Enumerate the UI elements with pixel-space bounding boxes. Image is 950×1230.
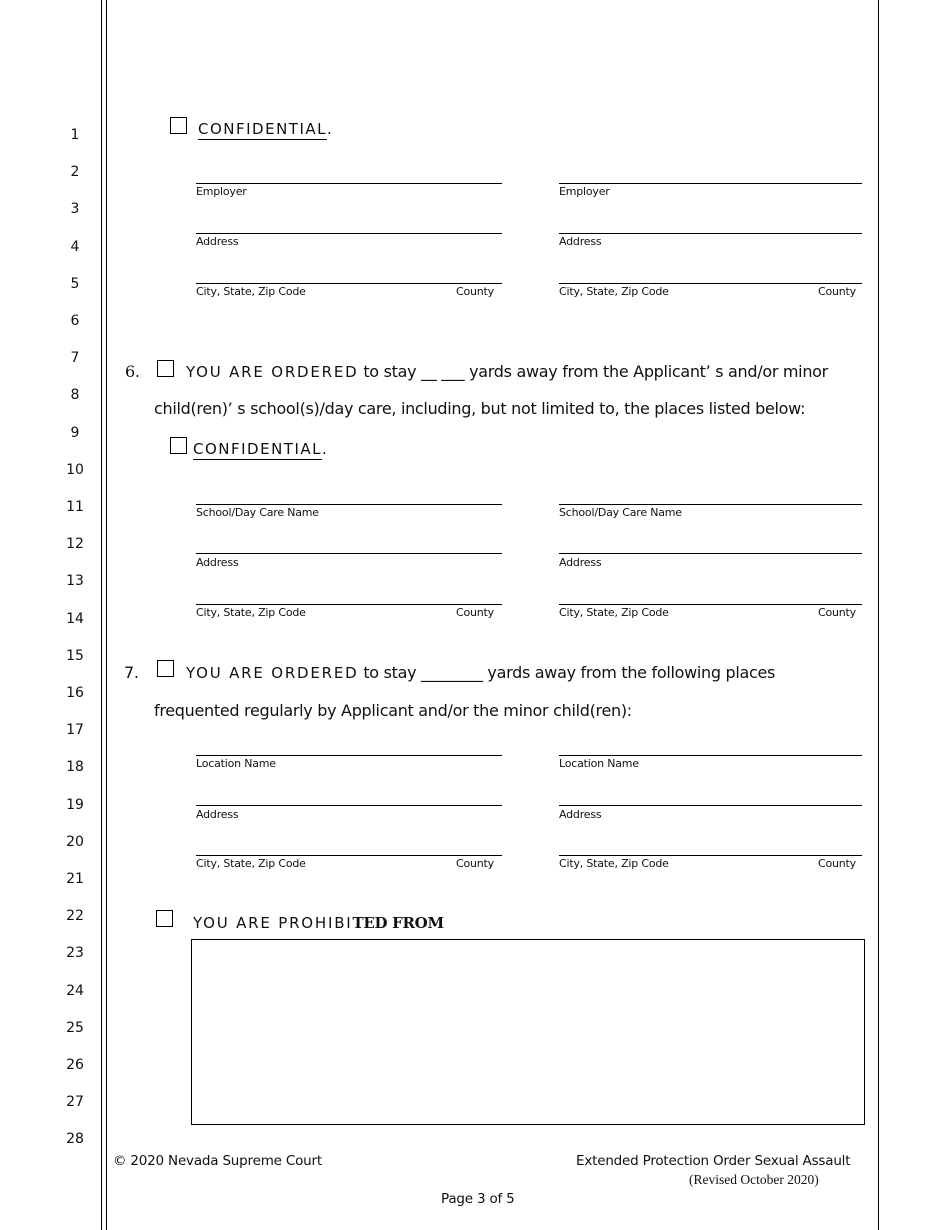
employer-left-county-label: County: [456, 285, 494, 298]
line-number: 23: [66, 945, 84, 962]
line-number: 7: [70, 350, 80, 367]
line-number: 16: [66, 685, 84, 701]
location-left-name-line[interactable]: [196, 755, 502, 756]
school-left-name-line[interactable]: [196, 504, 502, 505]
line-number: 17: [66, 722, 84, 739]
location-left-name-label: Location Name: [196, 757, 276, 770]
line-number: 13: [66, 573, 84, 590]
left-margin-rule-outer: [101, 0, 102, 1230]
school-right-address-label: Address: [559, 556, 602, 569]
line-number: 3: [70, 201, 80, 218]
item6-line2: child(ren)’ s school(s)/day care, including, but not limited to, the places listed below:: [154, 399, 806, 418]
location-right-address-line[interactable]: [559, 805, 862, 806]
line-number: 21: [66, 871, 84, 887]
school-left-address-line[interactable]: [196, 553, 502, 554]
item6-ordered-caps: YOU ARE ORDERED: [186, 363, 359, 381]
prohibited-caps: YOU ARE PROHIBI: [193, 914, 353, 932]
line-number: 5: [70, 275, 80, 292]
line-number: 1: [70, 127, 80, 143]
footer-form-title: Extended Protection Order Sexual Assault: [576, 1153, 851, 1169]
school-right-city-line[interactable]: [559, 604, 862, 605]
employer-left-name-line[interactable]: [196, 183, 502, 184]
left-margin-rule-inner: [106, 0, 107, 1230]
line-number: 18: [66, 759, 84, 776]
footer-page-number: Page 3 of 5: [441, 1191, 515, 1207]
location-right-city-label: City, State, Zip Code: [559, 857, 669, 870]
prohibited-bold: TED FROM: [352, 914, 444, 932]
item6-number: 6.: [125, 362, 140, 381]
school-left-city-label: City, State, Zip Code: [196, 606, 306, 619]
confidential-checkbox-school[interactable]: [170, 437, 187, 454]
location-left-city-line[interactable]: [196, 855, 502, 856]
item7-line1-rest: to stay ________ yards away from the following places: [358, 663, 776, 682]
employer-right-name-line[interactable]: [559, 183, 862, 184]
employer-left-city-label: City, State, Zip Code: [196, 285, 306, 298]
line-number: 25: [66, 1019, 84, 1036]
employer-right-address-line[interactable]: [559, 233, 862, 234]
line-number: 14: [66, 610, 84, 627]
line-number: 9: [70, 424, 80, 441]
school-left-name-label: School/Day Care Name: [196, 506, 319, 519]
location-left-city-label: City, State, Zip Code: [196, 857, 306, 870]
school-right-address-line[interactable]: [559, 553, 862, 554]
line-number: 4: [70, 238, 80, 255]
line-number: 19: [66, 796, 84, 813]
confidential-checkbox-employer[interactable]: [170, 117, 187, 134]
location-right-name-label: Location Name: [559, 757, 639, 770]
employer-right-address-label: Address: [559, 235, 602, 248]
location-right-county-label: County: [818, 857, 856, 870]
confidential-period: .: [327, 120, 334, 138]
school-right-county-label: County: [818, 606, 856, 619]
line-number: 6: [70, 313, 80, 329]
line-number: 26: [66, 1057, 84, 1073]
school-right-name-line[interactable]: [559, 504, 862, 505]
item7-checkbox[interactable]: [157, 660, 174, 677]
location-right-city-line[interactable]: [559, 855, 862, 856]
school-right-name-label: School/Day Care Name: [559, 506, 682, 519]
confidential-text: CONFIDENTIAL: [193, 440, 323, 458]
employer-right-name-label: Employer: [559, 185, 610, 198]
item6-line1: [186, 362, 828, 381]
location-right-address-label: Address: [559, 808, 602, 821]
employer-left-address-label: Address: [196, 235, 239, 248]
line-number: 27: [66, 1094, 84, 1111]
item7-line1: [186, 663, 775, 682]
item7-line2: frequented regularly by Applicant and/or the minor child(ren):: [154, 701, 632, 720]
line-number: 2: [70, 164, 80, 181]
line-number: 11: [66, 499, 84, 515]
item7-ordered-caps: YOU ARE ORDERED: [186, 664, 359, 682]
line-number: 12: [66, 536, 84, 553]
confidential-period: .: [322, 440, 329, 458]
employer-right-city-line[interactable]: [559, 283, 862, 284]
employer-left-city-line[interactable]: [196, 283, 502, 284]
school-left-city-line[interactable]: [196, 604, 502, 605]
line-number: 22: [66, 908, 84, 925]
item7-number: 7.: [124, 663, 139, 682]
confidential-label-school: [193, 440, 328, 458]
item6-checkbox[interactable]: [157, 360, 174, 377]
prohibited-heading: [193, 913, 444, 932]
location-left-address-label: Address: [196, 808, 239, 821]
footer-copyright: © 2020 Nevada Supreme Court: [113, 1153, 322, 1169]
school-right-city-label: City, State, Zip Code: [559, 606, 669, 619]
line-number: 15: [66, 647, 84, 664]
location-left-address-line[interactable]: [196, 805, 502, 806]
line-number: 24: [66, 982, 84, 999]
location-left-county-label: County: [456, 857, 494, 870]
prohibited-checkbox[interactable]: [156, 910, 173, 927]
location-right-name-line[interactable]: [559, 755, 862, 756]
item6-line1-rest: to stay __ ___ yards away from the Applicant’ s and/or minor: [358, 362, 828, 381]
employer-left-address-line[interactable]: [196, 233, 502, 234]
school-left-address-label: Address: [196, 556, 239, 569]
right-margin-rule: [878, 0, 879, 1230]
prohibited-text-box[interactable]: [191, 939, 865, 1125]
school-left-county-label: County: [456, 606, 494, 619]
employer-right-county-label: County: [818, 285, 856, 298]
line-number: 10: [66, 461, 84, 478]
footer-revised: (Revised October 2020): [689, 1172, 819, 1187]
employer-right-city-label: City, State, Zip Code: [559, 285, 669, 298]
line-number: 8: [70, 387, 80, 404]
line-number: 20: [66, 833, 84, 850]
employer-left-name-label: Employer: [196, 185, 247, 198]
confidential-text: CONFIDENTIAL: [198, 120, 328, 138]
confidential-label-employer: [198, 120, 333, 138]
line-number: 28: [66, 1131, 84, 1148]
